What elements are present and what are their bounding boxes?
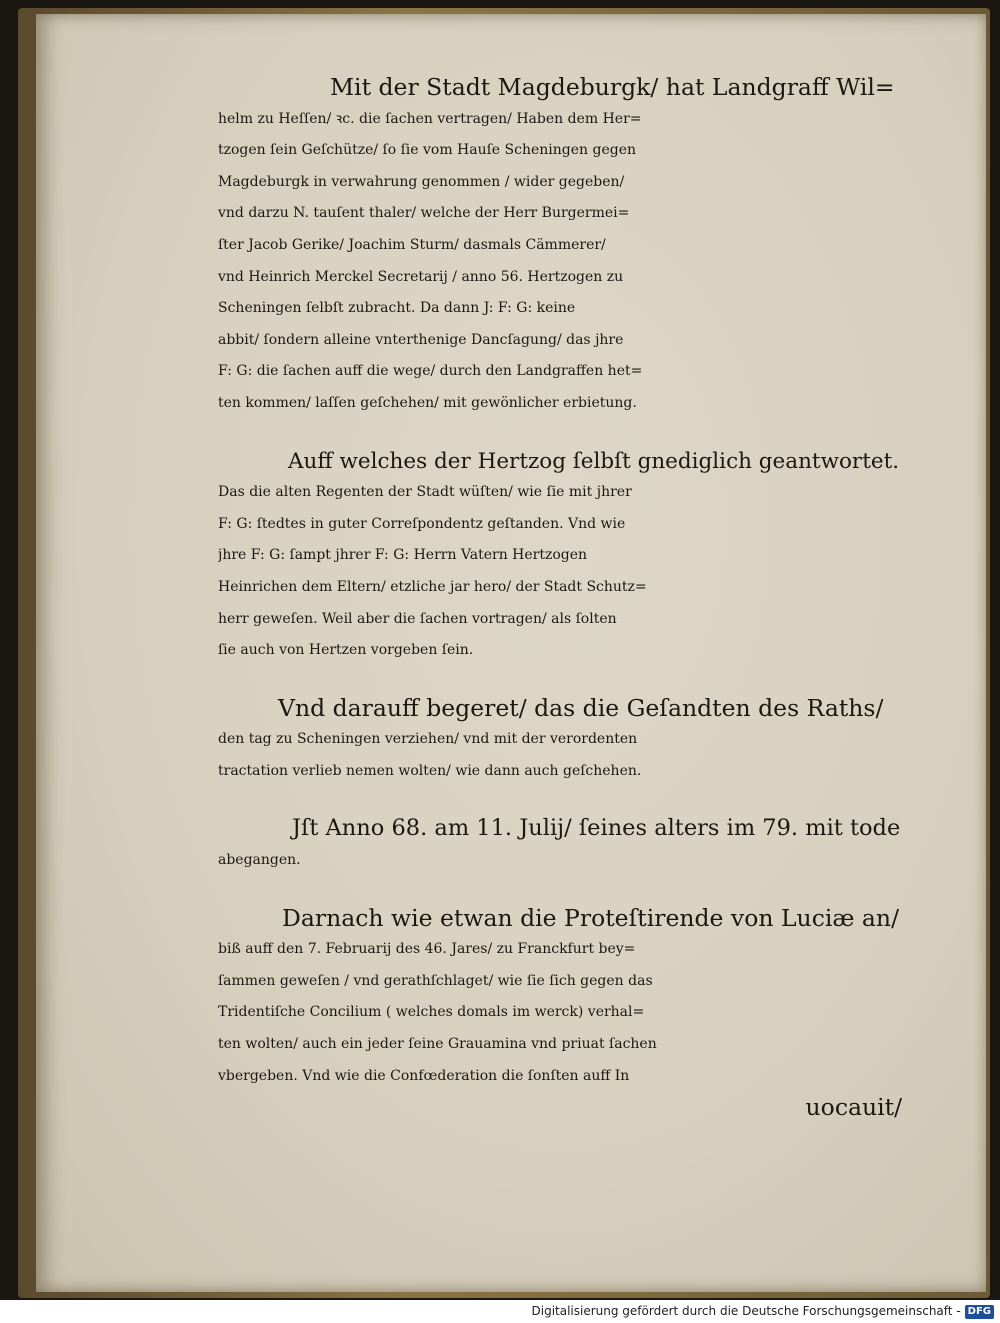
paragraph-5: [218, 903, 910, 1093]
text-line: ſammen geweſen / vnd gerathſchlaget/ wie ſie ſich gegen das: [218, 972, 653, 989]
paragraph-2: [218, 446, 910, 667]
text-line: tractation verlieb nemen wolten/ wie dann auch geſchehen.: [218, 762, 642, 779]
text-line: den tag zu Scheningen verziehen/ vnd mit der verordenten: [218, 731, 638, 748]
page-text: [218, 72, 910, 1124]
paragraph-gap: [230, 787, 910, 813]
text-line: Heinrichen dem Eltern/ etzliche jar hero/ der Stadt Schutz=: [218, 578, 647, 595]
text-line: ſie auch von Hertzen vorgeben ſein.: [218, 642, 474, 659]
text-line: F: G: ſtedtes in guter Correſpondentz geſtanden. Vnd wie: [218, 515, 626, 532]
digitization-footer: [0, 1300, 1000, 1323]
paragraph-gap: [230, 877, 910, 903]
text-line: helm zu Heſſen/ ꝛc. die ſachen vertragen/ Haben dem Her=: [218, 110, 642, 127]
text-line: abegangen.: [218, 852, 301, 869]
paragraph-gap: [230, 667, 910, 693]
dfg-logo-icon: DFG: [965, 1305, 994, 1319]
text-line: herr geweſen. Weil aber die ſachen vortragen/ als ſolten: [218, 610, 617, 627]
text-line: Tridentiſche Concilium ( welches domals im werck) verhal=: [218, 1004, 645, 1021]
text-line: Das die alten Regenten der Stadt wüſten/ wie ſie mit jhrer: [218, 484, 632, 501]
text-line: Jſt Anno 68. am 11. Julij/ ſeines alters im 79. mit tode: [292, 815, 901, 842]
text-line: vnd darzu N. tauſent thaler/ welche der Herr Burgermei=: [218, 205, 630, 222]
text-line: vbergeben. Vnd wie die Confœderation die ſonſten auff In: [218, 1067, 630, 1084]
text-line: abbit/ ſondern alleine vnterthenige Dancſagung/ das jhre: [218, 331, 624, 348]
text-line: Darnach wie etwan die Proteſtirende von Luciæ an/: [282, 903, 899, 932]
text-line: ten wolten/ auch ein jeder ſeine Grauamina vnd priuat ſachen: [218, 1036, 657, 1053]
footer-credit: Digitalisierung gefördert durch die Deutsche Forschungsgemeinschaft -: [531, 1304, 961, 1318]
text-line: Vnd darauff begeret/ das die Geſandten des Raths/: [278, 693, 884, 722]
text-line: Scheningen ſelbſt zubracht. Da dann J: F: G: keine: [218, 300, 576, 317]
catchword: uocauit/: [805, 1093, 902, 1122]
text-line: jhre F: G: ſampt jhrer F: G: Herrn Vatern Hertzogen: [218, 547, 588, 564]
text-line: ten kommen/ laſſen geſchehen/ mit gewönlicher erbietung.: [218, 394, 637, 411]
text-line: Magdeburgk in verwahrung genommen / wider gegeben/: [218, 173, 625, 190]
text-line: Auff welches der Hertzog ſelbſt gnediglich geantwortet.: [288, 448, 900, 474]
text-line: Mit der Stadt Magdeburgk/ hat Landgraff Wil=: [330, 73, 895, 101]
paragraph-1: [218, 72, 910, 420]
paragraph-4: [218, 813, 910, 876]
paragraph-gap: [230, 420, 910, 446]
text-line: F: G: die ſachen auff die wege/ durch den Landgraffen het=: [218, 363, 643, 380]
text-line: vnd Heinrich Merckel Secretarij / anno 56. Hertzogen zu: [218, 268, 624, 285]
paragraph-3: [218, 693, 910, 788]
text-line: tzogen ſein Geſchütze/ ſo ſie vom Hauſe Scheningen gegen: [218, 142, 637, 159]
text-line: biß auff den 7. Februarij des 46. Jares/ zu Franckfurt bey=: [218, 941, 636, 958]
text-line: ſter Jacob Gerike/ Joachim Sturm/ dasmals Cämmerer/: [218, 236, 606, 253]
